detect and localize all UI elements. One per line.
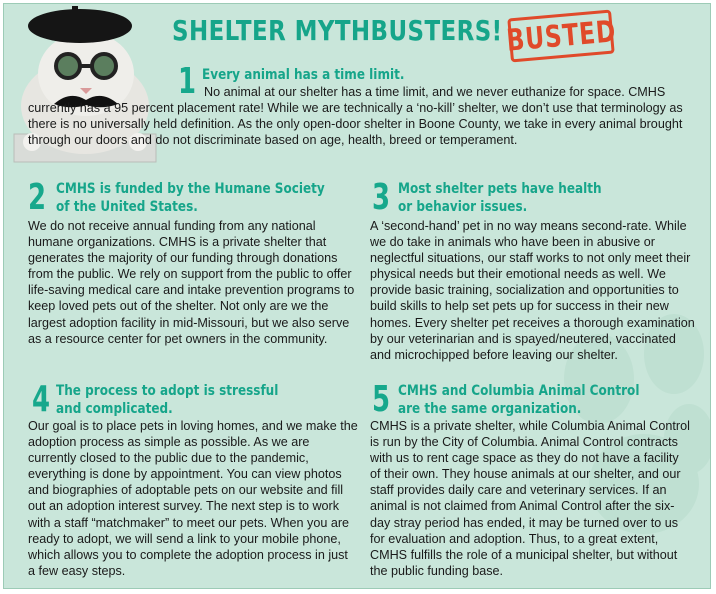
myth-4-number: 4 [32, 379, 51, 420]
myth-3-body: A ‘second-hand’ pet in no way means second-rate. While we do take in animals who have been in abusive or neglectful situations, our staff works to not only meet their physical needs but their emotional needs as well. We provide basic training, socialization and opportunities to build skills to help set pets up for success in their new homes. Every shelter pet receives a thorough examination by our veterinarian and is spayed/neutered, vaccinated and microchipped before leaving our shelter. [370, 219, 695, 362]
myth-5-heading-line-1: CMHS and Columbia Animal Control [398, 383, 640, 399]
page-title: SHELTER MYTHBUSTERS! [172, 14, 503, 47]
myth-4-heading-line-2: and complicated. [56, 401, 173, 417]
myth-5-heading-line-2: are the same organization. [398, 401, 582, 417]
myth-4-body: Our goal is to place pets in loving homes, and we make the adoption process as simple as possible. As we are currently closed to the public due to the pandemic, everything is done by appointment. You can view photos and biographies of adoptable pets on our website and fill out an adoption interest survey. The next step is to work with a staff “matchmaker” to meet our pets. When you are ready to adopt, we will send a link to your mobile phone, which allows you to complete the adoption process in just a few easy steps. [28, 419, 358, 578]
myth-2-body: We do not receive annual funding from any national humane organizations. CMHS is a private shelter that generates the majority of our funding through donations from the public. We rely on support from the public to offer life-saving medical care and intake prevention programs to keep loved pets out of the shelter. Not only are we the largest adoption facility in mid-Missouri, but we also serve as a resource center for pet owners in the community. [28, 219, 355, 346]
myth-3-number: 3 [372, 177, 391, 218]
myth-5-body: CMHS is a private shelter, while Columbia Animal Control is run by the City of Columbia. Animal Control contracts with us to rent cage space as they do not have a facility of their own. They house animals at our shelter, and our staff provides daily care and veterinary services. If an animal is not claimed from Animal Control after the six-day stray period has ended, it may be turned over to us for evaluation and adoption. Thus, to a great extent, CMHS fulfills the role of a municipal shelter, but without the public funding base. [370, 419, 690, 578]
myth-2-heading-line-2: of the United States. [56, 199, 198, 215]
busted-stamp-text: BUSTED [504, 13, 618, 59]
myth-4-heading-line-1: The process to adopt is stressful [56, 383, 279, 399]
mythbusters-panel [3, 3, 711, 589]
myth-3-heading-line-2: or behavior issues. [398, 199, 528, 215]
myth-1-number: 1 [178, 61, 197, 102]
myth-3-heading-line-1: Most shelter pets have health [398, 181, 602, 197]
myth-1-body: No animal at our shelter has a time limit, and we never euthanize for space. CMHS currently has a 95 percent placement rate! While we are technically a ‘no-kill’ shelter, we don’t use that terminology as there is no universally held definition. As the only open-door shelter in Boone County, we take in every animal brought through our doors and do not discriminate based on age, health, breed or temperament. [28, 85, 683, 148]
myth-2-number: 2 [28, 177, 47, 218]
myth-1-heading: Every animal has a time limit. [202, 67, 405, 83]
myth-2-heading-line-1: CMHS is funded by the Humane Society [56, 181, 325, 197]
busted-stamp [504, 10, 618, 63]
myth-5-number: 5 [372, 379, 391, 420]
